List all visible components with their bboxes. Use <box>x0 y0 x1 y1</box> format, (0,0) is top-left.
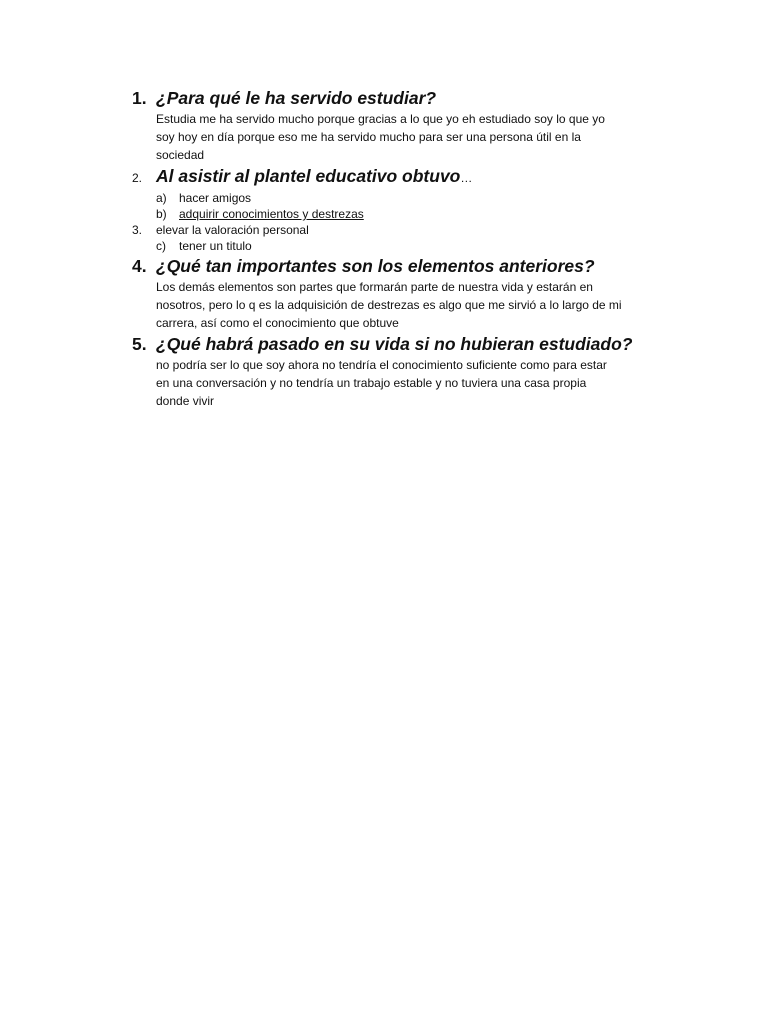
question-2-number: 2. <box>132 171 143 185</box>
answer-line: carrera, así como el conocimiento que obtuve <box>156 316 399 330</box>
option-marker: a) <box>156 191 167 205</box>
answer-line: Los demás elementos son partes que formarán parte de nuestra vida y estarán en <box>156 280 593 294</box>
question-2-options <box>132 190 672 254</box>
question-2-text: Al asistir al plantel educativo obtuvo <box>156 166 461 186</box>
question-4-number: 4. <box>132 256 147 276</box>
option-marker: 3. <box>132 223 143 237</box>
option-text-underlined: adquirir conocimientos y destrezas <box>179 207 364 221</box>
answer-line: no podría ser lo que soy ahora no tendría el conocimiento suficiente como para estar <box>156 358 607 372</box>
question-5-number: 5. <box>132 334 147 354</box>
question-2-ellipsis: … <box>460 171 473 185</box>
answer-line: nosotros, pero lo q es la adquisición de destrezas es algo que me sirvió a lo largo de mi <box>156 298 622 312</box>
question-1-answer <box>156 110 672 164</box>
question-4-text: ¿Qué tan importantes son los elementos anteriores? <box>156 256 595 276</box>
option-row <box>132 222 672 238</box>
answer-line: Estudia me ha servido mucho porque gracias a lo que yo eh estudiado soy lo que yo <box>156 112 605 126</box>
question-1-number: 1. <box>132 88 147 108</box>
option-text: hacer amigos <box>179 191 252 205</box>
answer-line: en una conversación y no tendría un trabajo estable y no tuviera una casa propia <box>156 376 587 390</box>
option-row <box>132 190 672 206</box>
question-5-text: ¿Qué habrá pasado en su vida si no hubieran estudiado? <box>156 334 633 354</box>
question-2-heading <box>132 164 672 190</box>
option-row <box>132 238 672 254</box>
option-text: elevar la valoración personal <box>156 223 309 237</box>
question-5-heading <box>132 332 672 356</box>
option-marker: c) <box>156 239 166 253</box>
option-row <box>132 206 672 222</box>
question-5-answer <box>156 356 672 410</box>
answer-line: soy hoy en día porque eso me ha servido mucho para ser una persona útil en la <box>156 130 581 144</box>
option-marker: b) <box>156 207 167 221</box>
answer-line: sociedad <box>156 148 205 162</box>
questionnaire <box>132 86 672 410</box>
question-1-heading <box>132 86 672 110</box>
option-text: tener un titulo <box>179 239 252 253</box>
question-4-heading <box>132 254 672 278</box>
question-4-answer <box>156 278 672 332</box>
question-1-text: ¿Para qué le ha servido estudiar? <box>156 88 437 108</box>
answer-line: donde vivir <box>156 394 215 408</box>
